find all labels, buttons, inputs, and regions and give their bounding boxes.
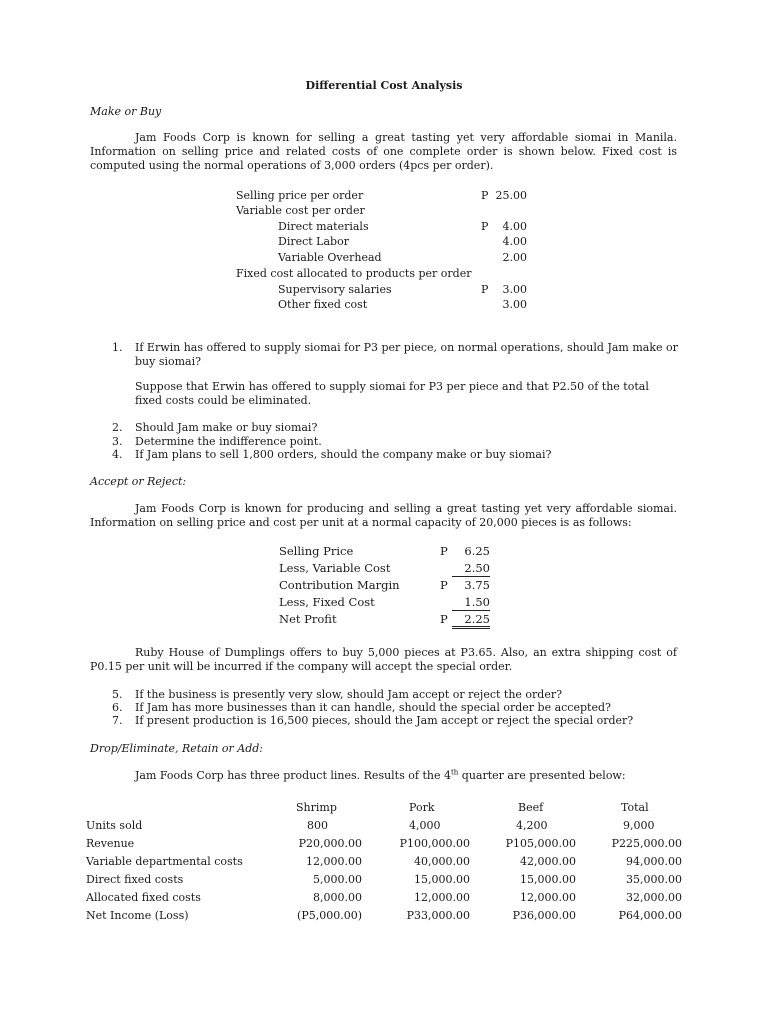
table-cell: 4,200 bbox=[516, 819, 548, 832]
table-cell: (P5,000.00) bbox=[297, 909, 362, 922]
ar-row-amount: 3.75 bbox=[464, 578, 490, 592]
cost-row-label: Direct Labor bbox=[278, 235, 349, 248]
table-cell: 12,000.00 bbox=[414, 891, 470, 904]
table-cell: 35,000.00 bbox=[626, 873, 682, 886]
row-label: Direct fixed costs bbox=[86, 873, 184, 886]
cost-row-amount: 4.00 bbox=[502, 220, 527, 233]
ar-row-amount: 6.25 bbox=[464, 544, 490, 558]
suppose-paragraph bbox=[135, 380, 678, 408]
row-label: Net Income (Loss) bbox=[86, 909, 189, 922]
question-number: 3. bbox=[112, 435, 123, 448]
peso-sign: P bbox=[481, 189, 489, 202]
question-6: If Jam has more businesses than it can handle, should the special order be accepted? bbox=[135, 701, 611, 714]
cost-row-label: Direct materials bbox=[278, 220, 369, 233]
question-number: 7. bbox=[112, 714, 123, 727]
intro-text-b: quarter are presented below: bbox=[458, 769, 626, 782]
cost-row-label: Variable Overhead bbox=[278, 251, 382, 264]
question-2: Should Jam make or buy siomai? bbox=[135, 421, 318, 434]
row-label: Allocated fixed costs bbox=[86, 891, 201, 904]
ar-row-label: Contribution Margin bbox=[279, 578, 400, 592]
row-label: Variable departmental costs bbox=[86, 855, 243, 868]
table-cell: 42,000.00 bbox=[520, 855, 576, 868]
cost-row-amount: 3.00 bbox=[502, 283, 527, 296]
ar-row-label: Less, Fixed Cost bbox=[279, 595, 375, 609]
section-heading-accept-or-reject: Accept or Reject: bbox=[90, 475, 187, 488]
table-cell: 8,000.00 bbox=[313, 891, 362, 904]
offer-paragraph: Ruby House of Dumplings offers to buy 5,000 pieces at P3.65. Also, an extra shipping cost of P0.15 per unit will be incurred if the company will accept the special order. bbox=[90, 646, 677, 673]
column-header: Shrimp bbox=[296, 801, 337, 814]
intro-text-a: Jam Foods Corp has three product lines. Results of the 4 bbox=[135, 769, 451, 782]
question-number: 6. bbox=[112, 701, 123, 714]
intro-superscript: th bbox=[450, 768, 459, 777]
ar-row-amount: 2.50 bbox=[452, 561, 490, 577]
table-cell: P33,000.00 bbox=[406, 909, 470, 922]
question-number: 4. bbox=[112, 448, 123, 461]
table-cell: 32,000.00 bbox=[626, 891, 682, 904]
peso-sign: P bbox=[440, 578, 448, 592]
table-cell: P64,000.00 bbox=[618, 909, 682, 922]
suppose-text: Suppose that Erwin has offered to supply siomai for P3 per piece and that P2.50 of the total fixed costs could be eliminated. bbox=[135, 380, 649, 407]
row-label: Revenue bbox=[86, 837, 135, 850]
column-header: Pork bbox=[409, 801, 435, 814]
question-5: If the business is presently very slow, should Jam accept or reject the order? bbox=[135, 688, 563, 701]
cost-row-amount: 2.00 bbox=[502, 251, 527, 264]
table-cell: 40,000.00 bbox=[414, 855, 470, 868]
page-title: Differential Cost Analysis bbox=[305, 79, 463, 92]
table-cell: P105,000.00 bbox=[505, 837, 576, 850]
cost-row-amount: 25.00 bbox=[495, 189, 527, 202]
table-cell: 9,000 bbox=[623, 819, 655, 832]
section-heading-make-or-buy: Make or Buy bbox=[90, 105, 162, 118]
peso-sign: P bbox=[481, 220, 489, 233]
table-cell: 15,000.00 bbox=[414, 873, 470, 886]
question-number: 1. bbox=[112, 341, 123, 354]
ar-row-label: Net Profit bbox=[279, 612, 337, 626]
ar-row-amount: 2.25 bbox=[452, 612, 490, 629]
question-1: If Erwin has offered to supply siomai for P3 per piece, on normal operations, should Jam make or buy siomai? bbox=[135, 341, 678, 368]
cost-row-amount: 3.00 bbox=[502, 298, 527, 311]
table-cell: 5,000.00 bbox=[313, 873, 362, 886]
peso-sign: P bbox=[440, 612, 448, 626]
table-cell: 4,000 bbox=[409, 819, 441, 832]
table-cell: 12,000.00 bbox=[520, 891, 576, 904]
ar-row-label: Less, Variable Cost bbox=[279, 561, 391, 575]
column-header: Total bbox=[621, 801, 649, 814]
table-cell: P100,000.00 bbox=[399, 837, 470, 850]
question-number: 2. bbox=[112, 421, 123, 434]
question-7: If present production is 16,500 pieces, should the Jam accept or reject the special order? bbox=[135, 714, 634, 727]
question-number: 5. bbox=[112, 688, 123, 701]
cost-row-label: Selling price per order bbox=[236, 189, 364, 202]
cost-row-label: Fixed cost allocated to products per order bbox=[236, 267, 472, 280]
peso-sign: P bbox=[440, 544, 448, 558]
peso-sign: P bbox=[481, 283, 489, 296]
make-or-buy-intro: Jam Foods Corp is known for selling a great tasting yet very affordable siomai in Manila. Information on selling price and related costs of one complete order is shown below. Fixed cost is computed using the normal operations of 3,000 orders (4pcs per order). bbox=[90, 131, 677, 172]
cost-row-amount: 4.00 bbox=[502, 235, 527, 248]
accept-reject-intro: Jam Foods Corp is known for producing and selling a great tasting yet very affordable siomai. Information on selling price and cost per unit at a normal capacity of 20,000 pieces is as follows: bbox=[90, 502, 677, 529]
drop-retain-intro bbox=[135, 769, 626, 783]
table-cell: P36,000.00 bbox=[512, 909, 576, 922]
table-cell: 15,000.00 bbox=[520, 873, 576, 886]
table-cell: 800 bbox=[307, 819, 328, 832]
ar-row-amount: 1.50 bbox=[452, 595, 490, 611]
question-4: If Jam plans to sell 1,800 orders, should the company make or buy siomai? bbox=[135, 448, 552, 461]
ar-row-label: Selling Price bbox=[279, 544, 354, 558]
table-cell: P225,000.00 bbox=[611, 837, 682, 850]
cost-row-label: Variable cost per order bbox=[236, 204, 365, 217]
table-cell: 12,000.00 bbox=[306, 855, 362, 868]
section-heading-drop-retain: Drop/Eliminate, Retain or Add: bbox=[90, 742, 264, 755]
table-cell: 94,000.00 bbox=[626, 855, 682, 868]
question-3: Determine the indifference point. bbox=[135, 435, 322, 448]
table-cell: P20,000.00 bbox=[298, 837, 362, 850]
column-header: Beef bbox=[518, 801, 544, 814]
cost-row-label: Other fixed cost bbox=[278, 298, 368, 311]
cost-row-label: Supervisory salaries bbox=[278, 283, 392, 296]
row-label: Units sold bbox=[86, 819, 143, 832]
